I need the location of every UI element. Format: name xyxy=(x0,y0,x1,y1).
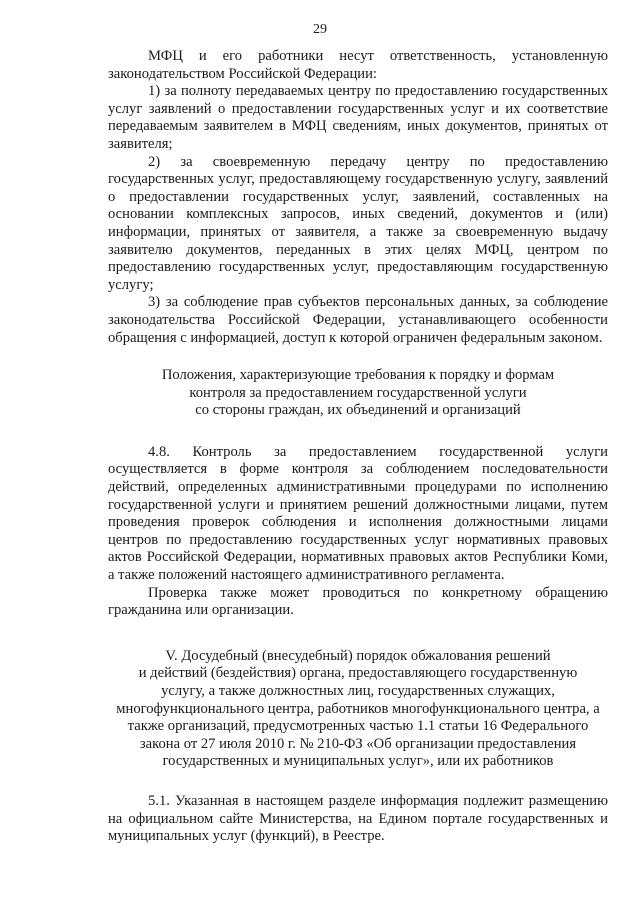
section-heading-line: со стороны граждан, их объединений и организаций xyxy=(195,402,521,419)
paragraph-4-8: 4.8. Контроль за предоставлением государственной услуги осуществляется в форме контроля за соблюдением последовательности действий, определенных административными процедурами по исполнению государственной услуги и принятием решений должностными лицами, путем проведения проверок соблюдения и исполнения должностными лицами центров по предоставлению государственных услуг нормативных правовых актов Российской Федерации, нормативных правовых актов Республики Коми, а также положений настоящего административного регламента. xyxy=(108,443,608,584)
section-heading-line: V. Досудебный (внесудебный) порядок обжалования решений xyxy=(165,647,551,664)
section-heading-line: закона от 27 июля 2010 г. № 210-ФЗ «Об организации предоставления xyxy=(139,735,577,752)
section-heading-line: государственных и муниципальных услуг», или их работников xyxy=(162,753,554,770)
paragraph-5-1: 5.1. Указанная в настоящем разделе информация подлежит размещению на официальном сайте Министерства, на Едином портале государственных и муниципальных услуг (функций), в Реестре. xyxy=(108,792,608,845)
paragraph-item-1: 1) за полноту передаваемых центру по предоставлению государственных услуг заявлений о предоставлении государственных услуг и их соответствие передаваемым заявителем в МФЦ сведениям, иных документов, принятых от заявителя; xyxy=(108,83,608,152)
paragraph-item-3: 3) за соблюдение прав субъектов персональных данных, за соблюдение законодательства Российской Федерации, устанавливающего особенности обращения с информацией, доступ к которой ограничен федеральным законом. xyxy=(108,294,608,346)
section-heading-line: и действий (бездействия) органа, предоставляющего государственную xyxy=(138,665,578,682)
section-heading-line: многофункционального центра, работников многофункционального центра, а xyxy=(116,700,600,717)
paragraph-intro: МФЦ и его работники несут ответственность, установленную законодательством Российской Федерации: xyxy=(108,48,608,82)
document-body xyxy=(108,48,608,846)
paragraph-check: Проверка также может проводиться по конкретному обращению гражданина или организации. xyxy=(108,584,608,619)
section-heading-line: Положения, характеризующие требования к порядку и формам xyxy=(161,367,555,384)
page-number: 29 xyxy=(313,22,327,37)
section-heading-line: услугу, а также должностных лиц, государственных служащих, xyxy=(161,683,555,699)
section-heading-line: также организаций, предусмотренных частью 1.1 статьи 16 Федерального xyxy=(127,718,589,735)
section-heading-appeal xyxy=(108,648,608,771)
section-heading-line: контроля за предоставлением государственной услуги xyxy=(189,384,527,401)
paragraph-item-2: 2) за своевременную передачу центру по предоставлению государственных услуг, предоставляющему государственную услугу, заявлений о предоставлении государственных услуг, заявлений, составленных на основании комплексных запросов, иных сведений, документов и (или) информации, принятых от заявителя, а также за своевременную выдачу заявителю документов, переданных в этих целях МФЦ, центром по предоставлению государственных услуг, предоставляющим государственную услугу; xyxy=(108,153,608,293)
section-heading-control xyxy=(108,367,608,420)
